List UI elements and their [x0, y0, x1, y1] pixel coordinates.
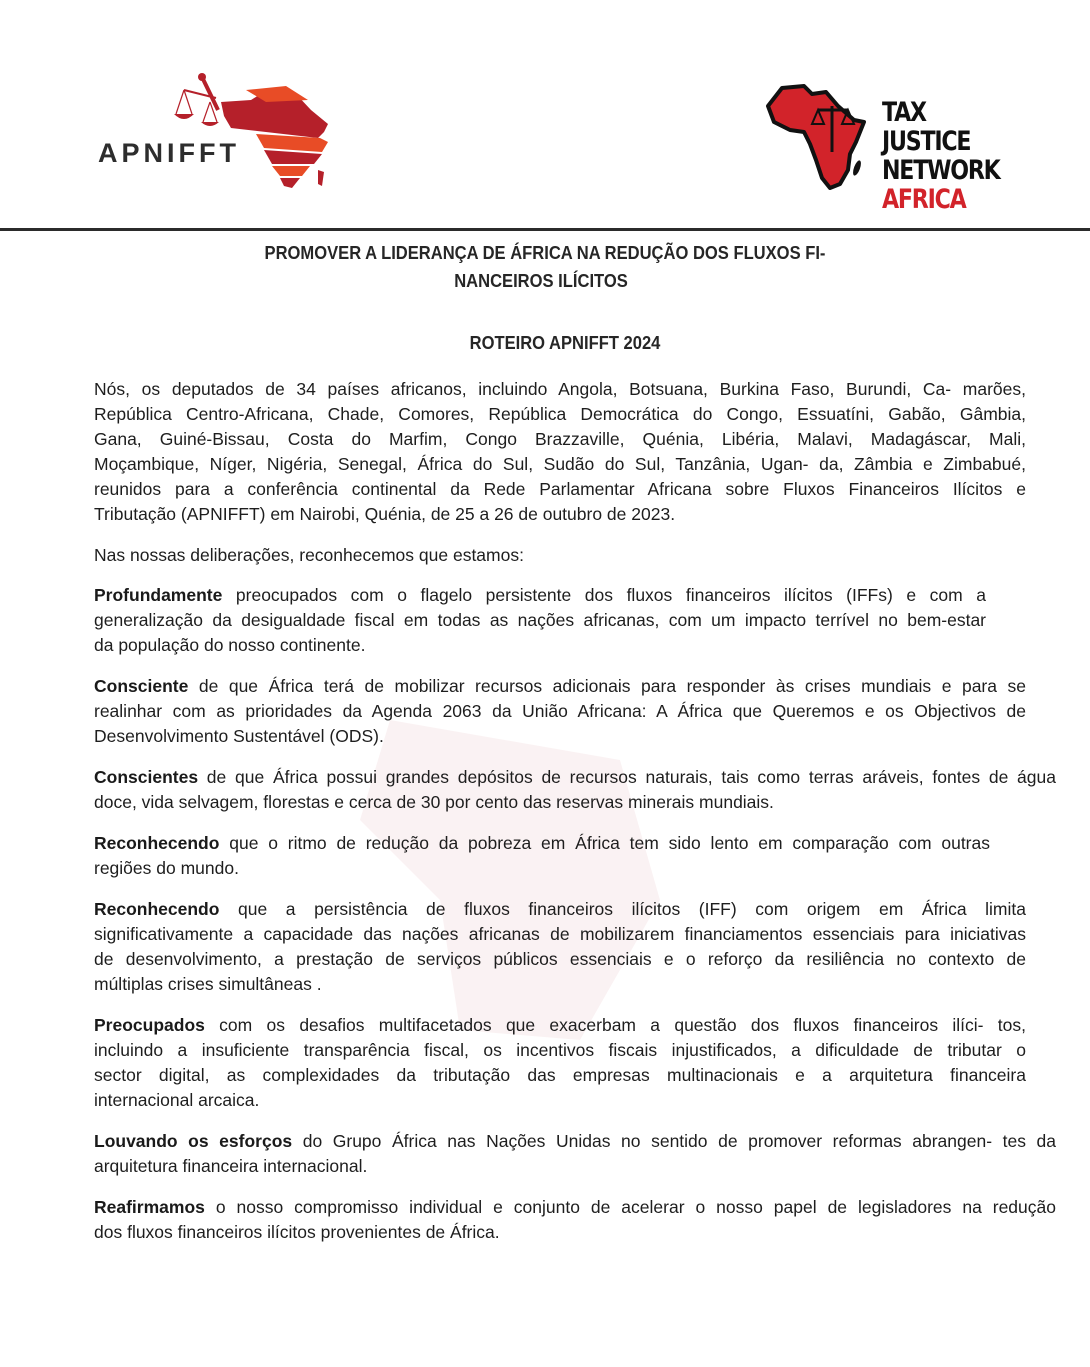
- text-run: com os desafios multifacetados que exacerbam a questão dos fluxos financeiros ilíci- tos,: [204, 1015, 1026, 1035]
- text-line: Nós, os deputados de 34 países africanos, incluindo Angola, Botsuana, Burkina Faso, Burundi, Ca- marões,: [94, 379, 1026, 399]
- tjn-logo-line: AFRICA: [882, 184, 966, 215]
- header-divider: [0, 228, 1090, 231]
- text-line: doce, vida selvagem, florestas e cerca de 30 por cento das reservas minerais mundiais.: [94, 792, 774, 812]
- africa-map-scales-icon: [764, 82, 874, 194]
- text-run: do Grupo África nas Nações Unidas no sentido de promover reformas abrangen- tes da: [292, 1131, 1057, 1151]
- text-run: preocupados com o flagelo persistente dos fluxos financeiros ilícitos (IFFs) e com a: [222, 585, 986, 605]
- text-line: sector digital, as complexidades da tributação das empresas multinacionais e a arquitetura financeira: [94, 1065, 1026, 1085]
- text-line: [94, 831, 990, 856]
- tjn-logo-text: [882, 98, 1000, 214]
- bold-lead: Preocupados: [94, 1015, 205, 1035]
- text-line: internacional arcaica.: [94, 1090, 260, 1110]
- paragraph-conscientes: [94, 765, 1056, 815]
- text-line: Gana, Guiné-Bissau, Costa do Marfim, Congo Brazzaville, Quénia, Libéria, Malavi, Madagáscar, Mali,: [94, 429, 1026, 449]
- text-line: [94, 765, 1056, 790]
- bold-lead: Conscientes: [94, 767, 199, 787]
- text-line: [94, 583, 986, 608]
- paragraph-profundamente: [94, 583, 986, 658]
- paragraph-intro: [94, 377, 1026, 527]
- paragraph-reconhecendo-iff: [94, 897, 1026, 997]
- paragraph-reconhecendo-pobreza: [94, 831, 990, 881]
- text-line: arquitetura financeira internacional.: [94, 1156, 368, 1176]
- document-title-line-1: PROMOVER A LIDERANÇA DE ÁFRICA NA REDUÇÃO DOS FLUXOS FI-: [264, 243, 826, 263]
- text-line: reunidos para a conferência continental da Rede Parlamentar Africana sobre Fluxos Financeiros Ilícitos e: [94, 479, 1026, 499]
- bold-lead: Reconhecendo: [94, 833, 220, 853]
- text-line: de desenvolvimento, a prestação de serviços públicos essenciais e o reforço da resiliência no contexto de: [94, 949, 1026, 969]
- text-run: de que África terá de mobilizar recursos adicionais para responder às crises mundiais e para se: [188, 676, 1026, 696]
- text-line: múltiplas crises simultâneas .: [94, 974, 322, 994]
- text-line: generalização da desigualdade fiscal em todas as nações africanas, com um impacto terrível no bem-estar: [94, 610, 986, 630]
- text-line: regiões do mundo.: [94, 858, 239, 878]
- text-line: Nas nossas deliberações, reconhecemos que estamos:: [94, 545, 524, 565]
- bold-lead: Consciente: [94, 676, 189, 696]
- tjn-logo-line: NETWORK: [882, 155, 1000, 186]
- bold-lead: Reconhecendo: [94, 899, 220, 919]
- text-line: [94, 1195, 1056, 1220]
- africa-ribbon-scales-icon: [96, 72, 336, 192]
- paragraph-consciente: [94, 674, 1026, 749]
- document-title-line-2: NANCEIROS ILÍCITOS: [454, 271, 628, 291]
- text-run: que a persistência de fluxos financeiros ilícitos (IFF) com origem em África limita: [219, 899, 1026, 919]
- paragraph-reafirmamos: [94, 1195, 1056, 1245]
- text-line: realinhar com as prioridades da Agenda 2063 da União Africana: A África que Queremos e os Objectivos de: [94, 701, 1026, 721]
- paragraph-louvando: [94, 1129, 1056, 1179]
- apnifft-logo: [96, 72, 336, 192]
- text-run: de que África possui grandes depósitos de recursos naturais, tais como terras aráveis, fontes de água: [198, 767, 1056, 787]
- text-line: da população do nosso continente.: [94, 635, 366, 655]
- text-run: o nosso compromisso individual e conjunto de acelerar o nosso papel de legisladores na redução: [204, 1197, 1056, 1217]
- text-line: significativamente a capacidade das nações africanas de mobilizarem financiamentos essenciais para iniciativas: [94, 924, 1026, 944]
- paragraph-deliberations: [94, 543, 1056, 568]
- text-line: dos fluxos financeiros ilícitos provenientes de África.: [94, 1222, 500, 1242]
- text-line: República Centro-Africana, Chade, Comores, República Democrática do Congo, Essuatíni, Gabão, Gâmbia,: [94, 404, 1026, 424]
- text-line: [94, 1129, 1056, 1154]
- bold-lead: Profundamente: [94, 585, 223, 605]
- paragraph-preocupados: [94, 1013, 1026, 1113]
- text-line: [94, 897, 1026, 922]
- text-line: [94, 1013, 1026, 1038]
- tax-justice-network-africa-logo: [764, 82, 1024, 215]
- tjn-logo-line: TAX JUSTICE: [882, 97, 971, 157]
- text-line: Tributação (APNIFFT) em Nairobi, Quénia, de 25 a 26 de outubro de 2023.: [94, 504, 676, 524]
- bold-lead: Reafirmamos: [94, 1197, 205, 1217]
- document-subtitle: ROTEIRO APNIFFT 2024: [469, 333, 661, 353]
- apnifft-logo-text: APNIFFT: [98, 138, 240, 168]
- text-run: que o ritmo de redução da pobreza em África tem sido lento em comparação com outras: [219, 833, 990, 853]
- text-line: Moçambique, Níger, Nigéria, Senegal, África do Sul, Sudão do Sul, Tanzânia, Ugan- da, Zâmbia e Zimbabué,: [94, 454, 1026, 474]
- text-line: [94, 674, 1026, 699]
- bold-lead: Louvando os esforços: [94, 1131, 293, 1151]
- text-line: Desenvolvimento Sustentável (ODS).: [94, 726, 384, 746]
- text-line: incluindo a insuficiente transparência fiscal, os incentivos fiscais injustificados, a dificuldade de tributar o: [94, 1040, 1026, 1060]
